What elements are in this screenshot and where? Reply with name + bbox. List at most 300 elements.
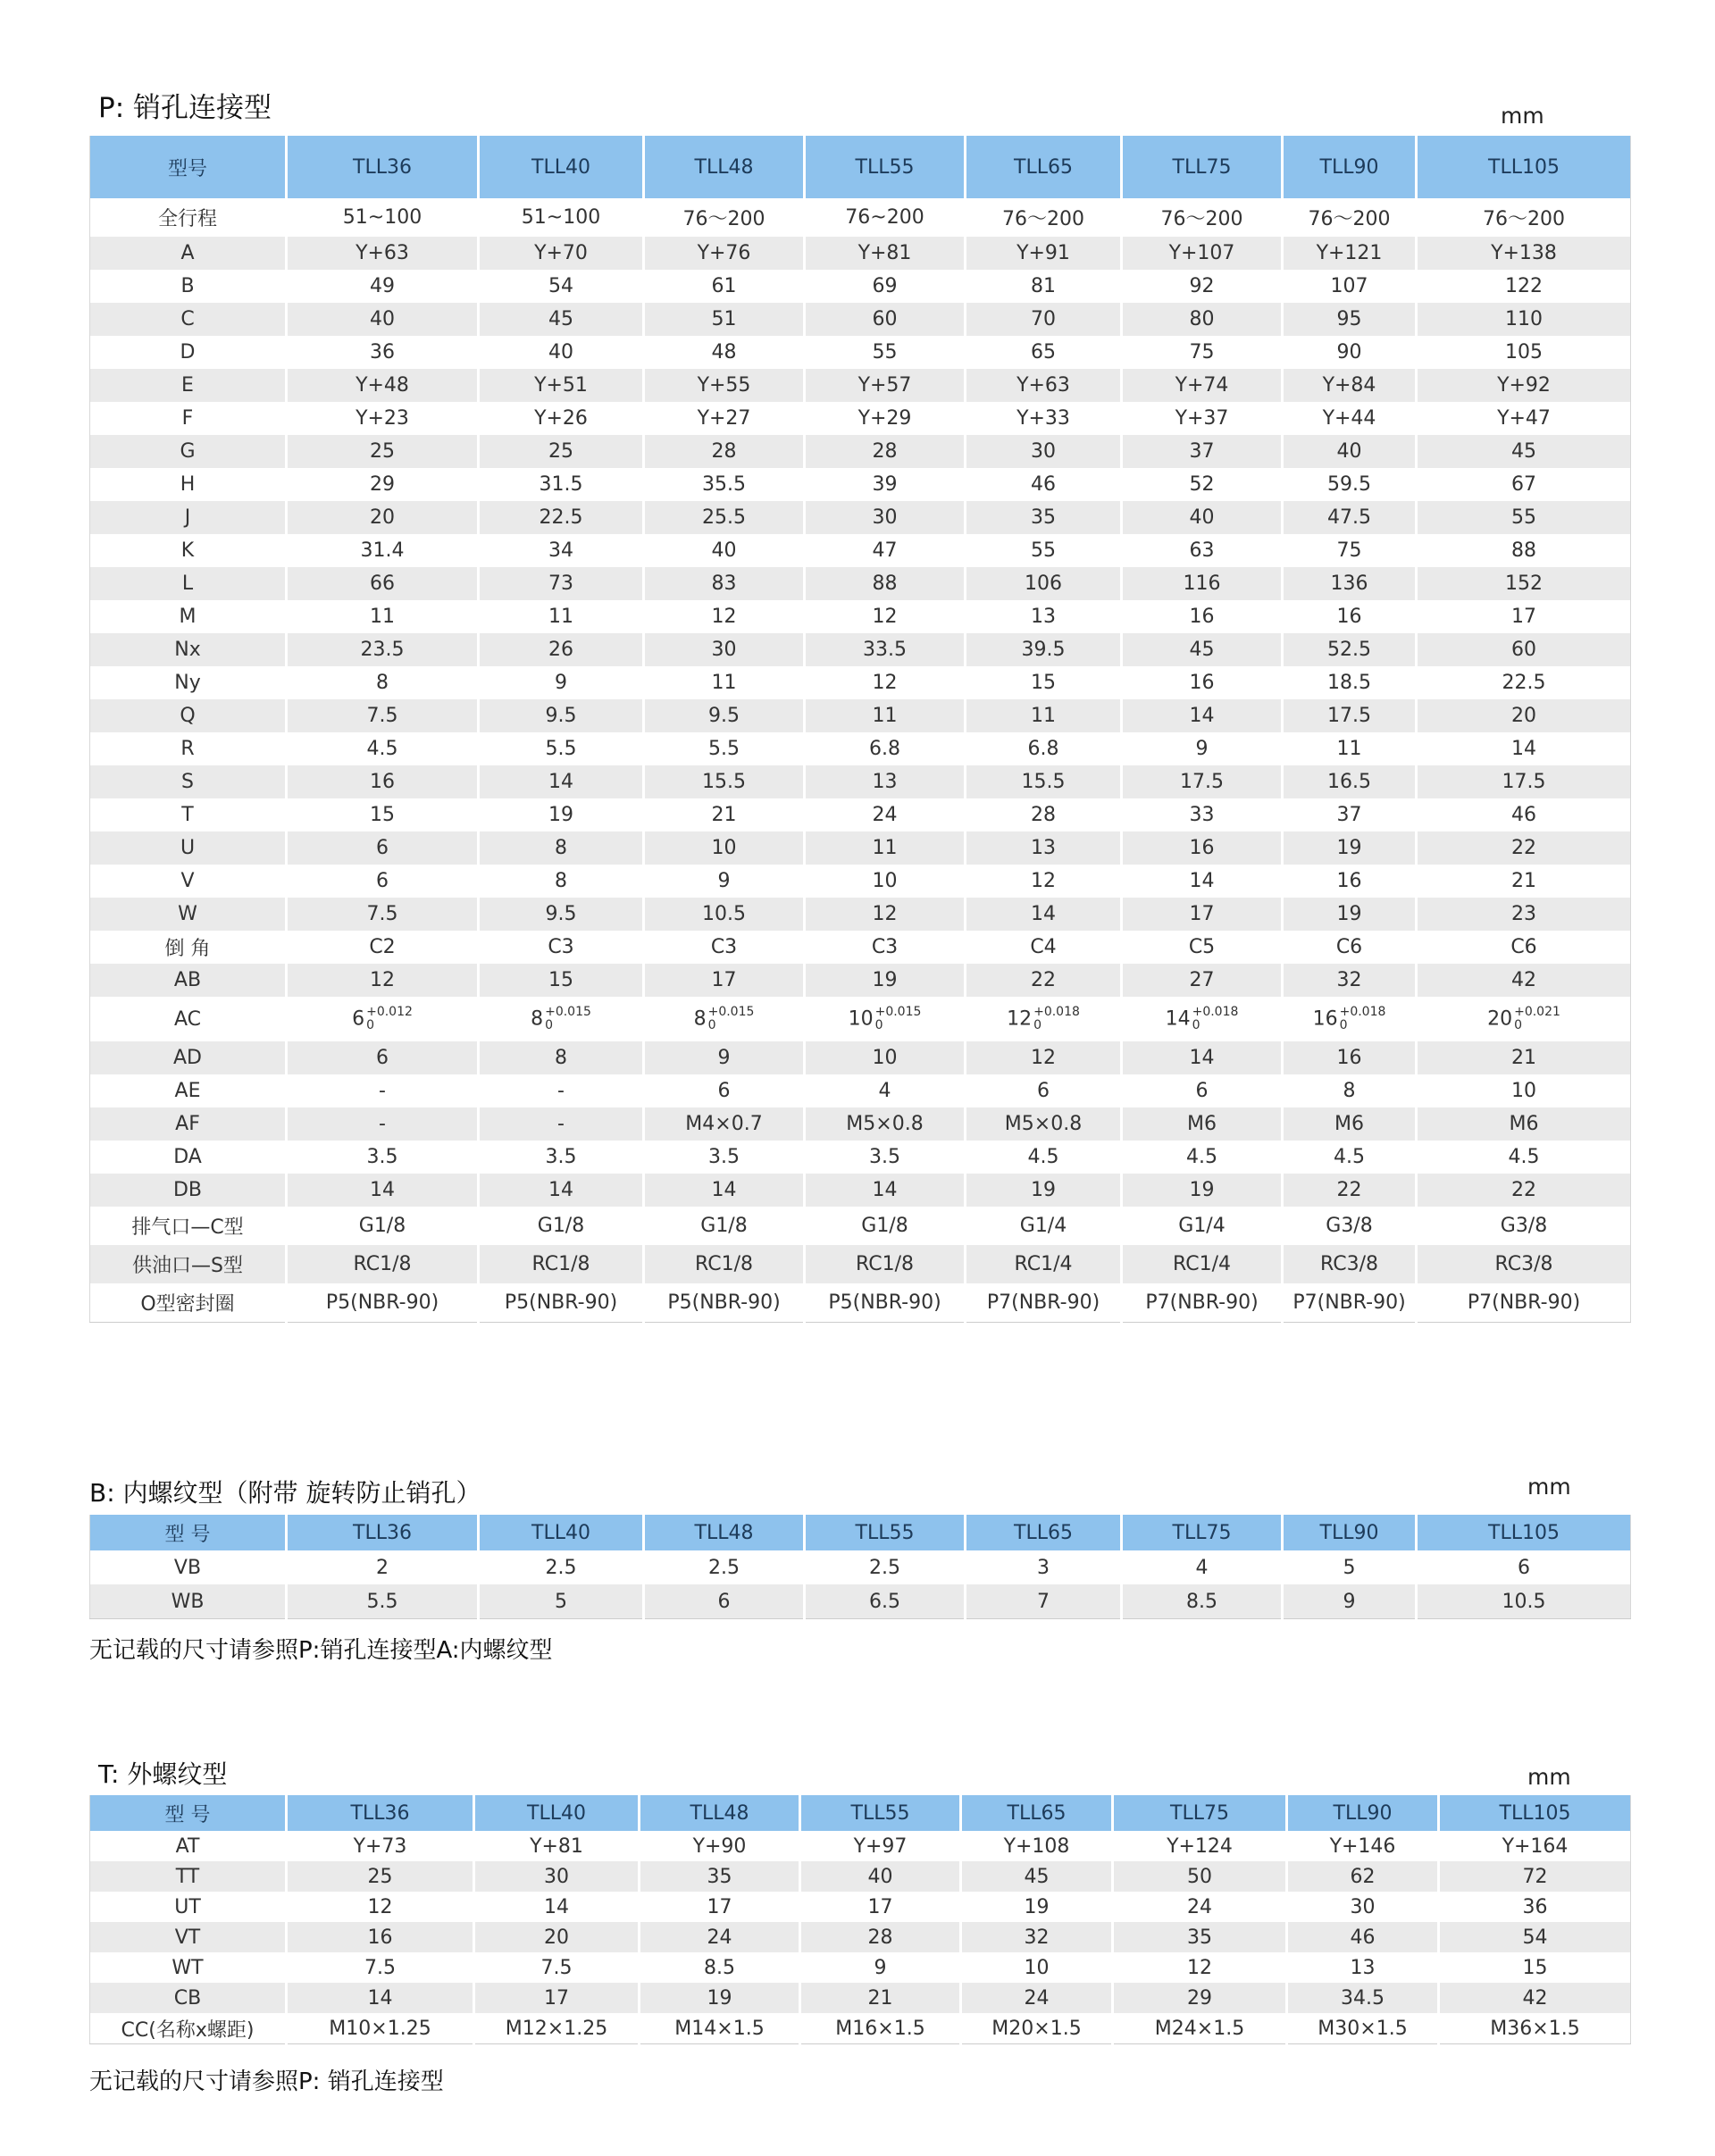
header-model: TLL90 (1287, 1795, 1439, 1831)
table-cell: 4.5 (1417, 1141, 1631, 1174)
table-cell: 35 (966, 501, 1122, 534)
nominal-value: 8 (693, 1007, 707, 1031)
tolerance-lower: 0 (1192, 1018, 1200, 1032)
row-label: V (90, 865, 287, 898)
table-cell: 55 (966, 534, 1122, 567)
table-cell: 4.5 (1283, 1141, 1417, 1174)
tolerance-upper: +0.018 (1339, 1005, 1386, 1019)
table-row (90, 964, 1631, 997)
table-b (89, 1515, 1631, 1619)
table-cell: Y+48 (287, 369, 479, 402)
row-label: AB (90, 964, 287, 997)
row-label: DA (90, 1141, 287, 1174)
row-label: 排气口—C型 (90, 1207, 287, 1245)
table-cell: 76~200 (805, 198, 966, 237)
table-cell: 6 (287, 831, 479, 865)
table-cell: 11 (479, 600, 644, 633)
table-row (90, 435, 1631, 468)
table-cell: 40 (800, 1861, 961, 1892)
row-label: D (90, 336, 287, 369)
table-cell: Y+107 (1122, 237, 1283, 270)
row-label: U (90, 831, 287, 865)
table-cell: 5 (479, 1584, 644, 1619)
table-cell: RC1/8 (479, 1245, 644, 1283)
header-model: TLL40 (479, 136, 644, 198)
table-cell: 4.5 (966, 1141, 1122, 1174)
table-row (90, 1141, 1631, 1174)
table-cell: 33.5 (805, 633, 966, 666)
table-cell: Y+124 (1113, 1831, 1287, 1861)
table-cell: 10 (644, 831, 805, 865)
table-cell: 17 (1417, 600, 1631, 633)
table-cell: 76～200 (1283, 198, 1417, 237)
table-cell: 76～200 (1417, 198, 1631, 237)
table-cell: 6 (287, 865, 479, 898)
table-cell: 5.5 (287, 1584, 479, 1619)
table-cell: Y+74 (1122, 369, 1283, 402)
table-cell: 67 (1417, 468, 1631, 501)
table-cell: - (287, 1107, 479, 1141)
table-cell: P5(NBR-90) (287, 1283, 479, 1323)
table-row (90, 501, 1631, 534)
table-cell: 30 (644, 633, 805, 666)
table-cell: 76～200 (1122, 198, 1283, 237)
table-cell: 32 (961, 1922, 1113, 1952)
tolerance-upper: +0.021 (1514, 1005, 1560, 1019)
row-label: Ny (90, 666, 287, 699)
tolerance-lower: 0 (707, 1018, 716, 1032)
tolerance-lower: 0 (1033, 1018, 1042, 1032)
table-cell: 19 (640, 1983, 800, 2013)
row-label: AT (90, 1831, 287, 1861)
table-cell: 14 (966, 898, 1122, 931)
table-cell: 9 (1283, 1584, 1417, 1619)
table-cell: 10 (1417, 1074, 1631, 1107)
table-cell: 9.5 (479, 898, 644, 931)
table-cell: 23 (1417, 898, 1631, 931)
section-b-title: B: 内螺纹型（附带 旋转防止销孔） (89, 1478, 481, 1508)
header-model: TLL36 (287, 1795, 474, 1831)
table-cell: 59.5 (1283, 468, 1417, 501)
table-cell: 3 (966, 1550, 1122, 1584)
table-cell: 37 (1283, 798, 1417, 831)
table-cell: 22 (1417, 1174, 1631, 1207)
table-cell: 46 (966, 468, 1122, 501)
header-label: 型号 (90, 136, 287, 198)
table-cell: 22.5 (479, 501, 644, 534)
table-cell: 24 (805, 798, 966, 831)
table-cell: 9 (800, 1952, 961, 1983)
table-cell: 24 (1113, 1892, 1287, 1922)
table-cell: Y+63 (287, 237, 479, 270)
header-model: TLL48 (644, 1515, 805, 1550)
table-cell: 14 (644, 1174, 805, 1207)
table-cell: 14 (287, 1983, 474, 2013)
row-label: T (90, 798, 287, 831)
table-cell: 72 (1439, 1861, 1631, 1892)
table-cell: G1/4 (1122, 1207, 1283, 1245)
row-label: AD (90, 1041, 287, 1074)
table-cell: 30 (474, 1861, 640, 1892)
table-row (90, 831, 1631, 865)
table-cell: 66 (287, 567, 479, 600)
table-cell: Y+29 (805, 402, 966, 435)
table-cell: 76～200 (966, 198, 1122, 237)
table-cell: M14×1.5 (640, 2013, 800, 2044)
table-cell: 16 (1283, 865, 1417, 898)
table-cell: 54 (479, 270, 644, 303)
table-cell: 46 (1287, 1922, 1439, 1952)
header-model: TLL105 (1417, 136, 1631, 198)
table-cell: 14 (1122, 865, 1283, 898)
tolerance-upper: +0.012 (366, 1005, 413, 1019)
row-label: CB (90, 1983, 287, 2013)
table-cell: 17 (800, 1892, 961, 1922)
table-cell: M10×1.25 (287, 2013, 474, 2044)
row-label: Q (90, 699, 287, 732)
table-cell: 70 (966, 303, 1122, 336)
table-cell: 40 (287, 303, 479, 336)
table-cell: C3 (479, 931, 644, 964)
table-cell: 40 (1122, 501, 1283, 534)
table-cell: 39 (805, 468, 966, 501)
table-row (90, 765, 1631, 798)
row-label: A (90, 237, 287, 270)
table-cell: 10.5 (1417, 1584, 1631, 1619)
tolerance-lower: 0 (1339, 1018, 1348, 1032)
table-cell: 26 (479, 633, 644, 666)
header-model: TLL36 (287, 136, 479, 198)
header-model: TLL48 (644, 136, 805, 198)
table-cell: 32 (1283, 964, 1417, 997)
row-label: 供油口—S型 (90, 1245, 287, 1283)
header-model: TLL105 (1439, 1795, 1631, 1831)
table-cell: 25.5 (644, 501, 805, 534)
table-cell: RC1/4 (1122, 1245, 1283, 1283)
row-label: VB (90, 1550, 287, 1584)
table-cell: M36×1.5 (1439, 2013, 1631, 2044)
table-cell: 40 (644, 534, 805, 567)
table-cell: 35 (1113, 1922, 1287, 1952)
table-cell: 47.5 (1283, 501, 1417, 534)
table-row (90, 1922, 1631, 1952)
table-cell: M6 (1417, 1107, 1631, 1141)
table-cell: M5×0.8 (966, 1107, 1122, 1141)
table-cell: 52.5 (1283, 633, 1417, 666)
table-cell: C6 (1283, 931, 1417, 964)
tolerance (1514, 1006, 1560, 1032)
table-cell: Y+97 (800, 1831, 961, 1861)
table-cell: 28 (966, 798, 1122, 831)
table-cell: 20 (287, 501, 479, 534)
table-cell: C4 (966, 931, 1122, 964)
table-cell: 50 (1113, 1861, 1287, 1892)
table-cell: P5(NBR-90) (479, 1283, 644, 1323)
table-cell: 7.5 (474, 1952, 640, 1983)
table-cell: Y+81 (805, 237, 966, 270)
table-cell: Y+146 (1287, 1831, 1439, 1861)
table-cell: 9 (644, 865, 805, 898)
table-cell: Y+138 (1417, 237, 1631, 270)
row-label: J (90, 501, 287, 534)
header-model: TLL40 (479, 1515, 644, 1550)
table-cell: Y+63 (966, 369, 1122, 402)
table-cell: 17 (474, 1983, 640, 2013)
table-cell: 33 (1122, 798, 1283, 831)
table-row (90, 1283, 1631, 1323)
row-label: WB (90, 1584, 287, 1619)
table-cell: 16 (1283, 600, 1417, 633)
table-cell: 15 (1439, 1952, 1631, 1983)
table-cell: 34 (479, 534, 644, 567)
table-cell: G3/8 (1283, 1207, 1417, 1245)
table-cell: 7.5 (287, 699, 479, 732)
row-label: CC(名称x螺距) (90, 2013, 287, 2044)
table-cell: 88 (805, 567, 966, 600)
tolerance-upper: +0.015 (545, 1005, 591, 1019)
table-cell: 11 (644, 666, 805, 699)
table-cell: 5 (1283, 1550, 1417, 1584)
table-cell: 6 (966, 1074, 1122, 1107)
table-cell: 107 (1283, 270, 1417, 303)
table-cell: - (479, 1074, 644, 1107)
table-cell: 2.5 (644, 1550, 805, 1584)
table-row (90, 732, 1631, 765)
table-cell: 110 (1417, 303, 1631, 336)
table-cell: 28 (805, 435, 966, 468)
header-label: 型 号 (90, 1795, 287, 1831)
header-model: TLL55 (805, 136, 966, 198)
table-cell: 34.5 (1287, 1983, 1439, 2013)
tolerance-cell (966, 997, 1122, 1041)
table-cell: RC1/8 (644, 1245, 805, 1283)
table-cell: 88 (1417, 534, 1631, 567)
table-t-header (90, 1795, 1631, 1831)
table-cell: Y+27 (644, 402, 805, 435)
table-cell: Y+108 (961, 1831, 1113, 1861)
table-cell: 5.5 (644, 732, 805, 765)
row-label: F (90, 402, 287, 435)
tolerance-upper: +0.015 (874, 1005, 922, 1019)
table-cell: Y+76 (644, 237, 805, 270)
table-cell: Y+90 (640, 1831, 800, 1861)
table-cell: 8.5 (640, 1952, 800, 1983)
table-cell: P5(NBR-90) (805, 1283, 966, 1323)
table-row (90, 633, 1631, 666)
table-cell: P7(NBR-90) (1417, 1283, 1631, 1323)
tolerance-lower: 0 (366, 1018, 375, 1032)
row-label: L (90, 567, 287, 600)
table-cell: 8 (1283, 1074, 1417, 1107)
table-cell: 51~100 (287, 198, 479, 237)
table-cell: 16 (1122, 831, 1283, 865)
table-cell: G1/8 (805, 1207, 966, 1245)
table-cell: RC1/4 (966, 1245, 1122, 1283)
header-model: TLL75 (1113, 1795, 1287, 1831)
header-model: TLL65 (961, 1795, 1113, 1831)
table-cell: 52 (1122, 468, 1283, 501)
section-b-note: 无记载的尺寸请参照P:销孔连接型A:内螺纹型 (89, 1637, 553, 1664)
table-cell: 10 (805, 1041, 966, 1074)
table-cell: 4 (1122, 1550, 1283, 1584)
table-cell: C6 (1417, 931, 1631, 964)
table-cell: Y+47 (1417, 402, 1631, 435)
table-cell: 8 (479, 1041, 644, 1074)
nominal-value: 20 (1487, 1007, 1513, 1031)
table-cell: M16×1.5 (800, 2013, 961, 2044)
table-cell: 27 (1122, 964, 1283, 997)
table-cell: M12×1.25 (474, 2013, 640, 2044)
table-cell: 12 (287, 964, 479, 997)
tolerance-cell (479, 997, 644, 1041)
table-cell: G1/8 (479, 1207, 644, 1245)
table-cell: 49 (287, 270, 479, 303)
table-row (90, 1174, 1631, 1207)
table-cell: 2.5 (479, 1550, 644, 1584)
row-label: DB (90, 1174, 287, 1207)
table-cell: 35 (640, 1861, 800, 1892)
table-cell: 47 (805, 534, 966, 567)
table-row (90, 1861, 1631, 1892)
table-cell: 7 (966, 1584, 1122, 1619)
table-cell: 19 (966, 1174, 1122, 1207)
tolerance-cell (644, 997, 805, 1041)
table-row (90, 2013, 1631, 2044)
table-t-body (90, 1831, 1631, 2044)
table-cell: P5(NBR-90) (644, 1283, 805, 1323)
table-p-body (90, 198, 1631, 1323)
table-cell: 15.5 (966, 765, 1122, 798)
tolerance (1340, 1006, 1386, 1032)
table-cell: Y+37 (1122, 402, 1283, 435)
table-cell: 35.5 (644, 468, 805, 501)
table-cell: 9 (1122, 732, 1283, 765)
table-cell: 13 (966, 831, 1122, 865)
table-row (90, 336, 1631, 369)
table-cell: 14 (1122, 1041, 1283, 1074)
table-cell: 80 (1122, 303, 1283, 336)
section-p-title: P: 销孔连接型 (98, 92, 272, 124)
table-cell: 22 (1417, 831, 1631, 865)
table-cell: 11 (287, 600, 479, 633)
header-model: TLL90 (1283, 136, 1417, 198)
table-cell: 17 (1122, 898, 1283, 931)
header-model: TLL55 (805, 1515, 966, 1550)
row-label: UT (90, 1892, 287, 1922)
table-cell: 12 (644, 600, 805, 633)
tolerance-cell (805, 997, 966, 1041)
table-cell: 19 (1283, 898, 1417, 931)
table-cell: 29 (287, 468, 479, 501)
row-label: H (90, 468, 287, 501)
table-cell: 14 (287, 1174, 479, 1207)
table-cell: 19 (479, 798, 644, 831)
table-cell: 10 (961, 1952, 1113, 1983)
table-row (90, 865, 1631, 898)
row-label: Nx (90, 633, 287, 666)
table-cell: 73 (479, 567, 644, 600)
table-cell: G3/8 (1417, 1207, 1631, 1245)
table-cell: Y+51 (479, 369, 644, 402)
table-row (90, 798, 1631, 831)
table-cell: 14 (1417, 732, 1631, 765)
table-cell: 21 (1417, 1041, 1631, 1074)
table-row (90, 1584, 1631, 1619)
table-row (90, 567, 1631, 600)
table-cell: 9 (644, 1041, 805, 1074)
table-row (90, 1550, 1631, 1584)
table-cell: 60 (805, 303, 966, 336)
tolerance (545, 1006, 591, 1032)
table-cell: 8.5 (1122, 1584, 1283, 1619)
table-cell: 7.5 (287, 898, 479, 931)
table-cell: 136 (1283, 567, 1417, 600)
nominal-value: 16 (1312, 1007, 1338, 1031)
table-cell: 42 (1417, 964, 1631, 997)
header-model: TLL65 (966, 136, 1122, 198)
table-cell: 75 (1122, 336, 1283, 369)
table-cell: 39.5 (966, 633, 1122, 666)
table-cell: 28 (644, 435, 805, 468)
tolerance-upper: +0.018 (1033, 1005, 1080, 1019)
table-cell: 63 (1122, 534, 1283, 567)
table-cell: 12 (805, 898, 966, 931)
table-cell: 17.5 (1417, 765, 1631, 798)
table-cell: 105 (1417, 336, 1631, 369)
table-row (90, 468, 1631, 501)
row-label: VT (90, 1922, 287, 1952)
table-cell: Y+91 (966, 237, 1122, 270)
table-cell: 45 (479, 303, 644, 336)
table-row (90, 666, 1631, 699)
table-cell: - (287, 1074, 479, 1107)
table-cell: 45 (961, 1861, 1113, 1892)
table-row (90, 369, 1631, 402)
row-label: W (90, 898, 287, 931)
table-cell: 17 (640, 1892, 800, 1922)
table-cell: 17 (644, 964, 805, 997)
table-cell: 6 (644, 1584, 805, 1619)
tolerance-upper: +0.015 (707, 1005, 755, 1019)
table-cell: 3.5 (644, 1141, 805, 1174)
row-label: M (90, 600, 287, 633)
section-t-title: T: 外螺纹型 (98, 1759, 228, 1789)
table-cell: 22 (1283, 1174, 1417, 1207)
row-label: B (90, 270, 287, 303)
table-cell: M5×0.8 (805, 1107, 966, 1141)
table-cell: 21 (800, 1983, 961, 2013)
table-cell: 9 (479, 666, 644, 699)
table-cell: 92 (1122, 270, 1283, 303)
table-cell: 14 (474, 1892, 640, 1922)
table-cell: 16 (287, 1922, 474, 1952)
table-cell: 11 (805, 831, 966, 865)
tolerance-cell (287, 997, 479, 1041)
table-cell: 30 (1287, 1892, 1439, 1922)
table-cell: - (479, 1107, 644, 1141)
table-cell: 36 (1439, 1892, 1631, 1922)
table-cell: 6.8 (966, 732, 1122, 765)
table-cell: 11 (966, 699, 1122, 732)
row-label: AF (90, 1107, 287, 1141)
table-cell: 3.5 (805, 1141, 966, 1174)
row-label: C (90, 303, 287, 336)
table-b-header (90, 1515, 1631, 1550)
table-cell: Y+26 (479, 402, 644, 435)
row-label: AC (90, 997, 287, 1041)
header-model: TLL75 (1122, 136, 1283, 198)
table-row (90, 1207, 1631, 1245)
